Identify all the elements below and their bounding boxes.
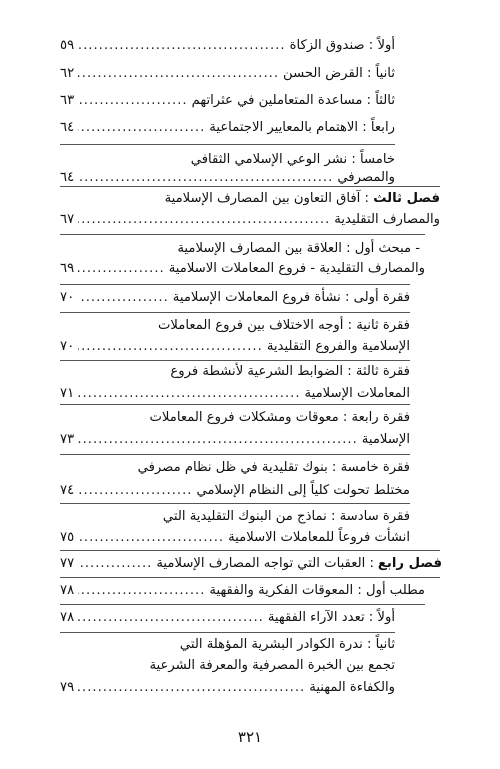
entry-title-line1: فقرة ثانية : أوجه الاختلاف بين فروع المعاملات [157, 318, 410, 333]
dot-leader [78, 38, 285, 53]
entry-title-line1: فقرة رابعة : معوقات ومشكلات فروع المعاملات [149, 410, 410, 425]
divider [60, 312, 410, 313]
dot-leader [78, 610, 264, 625]
entry-title-line2: تجمع بين الخبرة المصرفية والمعرفة الشرعية [149, 658, 395, 673]
divider [60, 550, 440, 551]
dot-leader [78, 680, 305, 695]
entry-title: رابعاً : الاهتمام بالمعايير الاجتماعية [209, 120, 395, 135]
toc-entry [60, 261, 425, 276]
entry-title-line1: فقرة سادسة : نماذج من البنوك التقليدية التي [162, 509, 410, 524]
toc-entry [60, 432, 410, 447]
toc-entry [60, 120, 395, 135]
divider [60, 632, 395, 633]
entry-title-line1: فقرة خامسة : بنوك تقليدية في ظل نظام مصرفي [137, 460, 410, 475]
dot-leader [78, 66, 279, 81]
dot-leader [78, 170, 333, 185]
toc-entry [60, 556, 442, 571]
entry-title: أولاً : صندوق الزكاة [289, 38, 395, 53]
toc-entry [60, 583, 425, 598]
dot-leader [78, 93, 187, 108]
page-ref: ٧٥ [60, 530, 75, 545]
entry-title-line1: فقرة ثالثة : الضوابط الشرعية لأنشطة فروع [170, 364, 410, 379]
entry-title-line3: والكفاءة المهنية [309, 680, 395, 695]
page-number: ٣٢١ [237, 728, 263, 746]
entry-title-line2: والمصرفي [337, 170, 395, 185]
dot-leader [78, 339, 263, 354]
entry-title: ثانياً : القرض الحسن [283, 66, 395, 81]
page-ref: ٧٠ [60, 290, 75, 305]
toc-entry [60, 290, 410, 305]
page-ref: ٧٣ [60, 432, 75, 447]
dot-leader [78, 432, 358, 447]
divider [60, 144, 395, 145]
entry-title-line1: - مبحث أول : العلاقة بين المصارف الإسلامية [177, 241, 420, 256]
divider [60, 503, 410, 504]
dot-leader [78, 583, 205, 598]
page-ref: ٦٣ [60, 93, 75, 108]
toc-entry [60, 680, 395, 695]
page-ref: ٦٩ [60, 261, 75, 276]
entry-title: ثالثاً : مساعدة المتعاملين في عثراتهم [191, 93, 395, 108]
chapter-title: : آفاق التعاون بين المصارف الإسلامية [164, 191, 369, 206]
page-ref: ٦٢ [60, 66, 75, 81]
entry-title-line2: مختلط تحولت كلياً إلى النظام الإسلامي [196, 483, 410, 498]
entry-title-line2: والمصارف التقليدية [334, 212, 440, 227]
page-ref: ٧٠ [60, 339, 75, 354]
dot-leader [78, 290, 169, 305]
toc-entry [60, 38, 395, 53]
divider [60, 186, 440, 187]
dot-leader [78, 530, 224, 545]
divider [60, 404, 410, 405]
divider [60, 604, 425, 605]
entry-title: أولاً : تعدد الآراء الفقهية [267, 610, 395, 625]
chapter-label: فصل ثالث [373, 191, 440, 206]
chapter-title: : العقبات التي تواجه المصارف الإسلامية [156, 556, 374, 571]
dot-leader [78, 556, 152, 571]
toc-entry [60, 386, 410, 401]
divider [60, 454, 410, 455]
toc-entry [60, 483, 410, 498]
entry-title-line2: انشأت فروعاً للمعاملات الاسلامية [228, 530, 410, 545]
divider [60, 284, 410, 285]
entry-title-line2: المعاملات الإسلامية [304, 386, 410, 401]
entry-title-line1: ثانياً : ندرة الكوادر البشرية المؤهلة التي [179, 637, 395, 652]
toc-entry [60, 93, 395, 108]
dot-leader [78, 212, 330, 227]
toc-entry [60, 610, 395, 625]
entry-title-line2: والمصارف التقليدية - فروع المعاملات الاسلامية [168, 261, 425, 276]
page-ref: ٦٤ [60, 120, 75, 135]
page-ref: ٧١ [60, 386, 75, 401]
entry-title-line1: خامساً : نشر الوعي الإسلامي الثقافي [190, 152, 395, 167]
page-ref: ٧٧ [60, 556, 75, 571]
divider [60, 234, 425, 235]
entry-title: مطلب أول : المعوقات الفكرية والفقهية [209, 583, 425, 598]
entry-title: فقرة أولى : نشأة فروع المعاملات الإسلامية [172, 290, 410, 305]
entry-title-line2: الإسلامية [361, 432, 410, 447]
dot-leader [78, 261, 165, 276]
toc-entry [60, 66, 395, 81]
toc-entry [60, 170, 395, 185]
page-ref: ٧٨ [60, 610, 75, 625]
page-ref: ٧٨ [60, 583, 75, 598]
toc-entry [60, 530, 410, 545]
page-ref: ٥٩ [60, 38, 75, 53]
dot-leader [78, 483, 192, 498]
divider [60, 577, 440, 578]
page-ref: ٦٧ [60, 212, 75, 227]
divider [60, 360, 410, 361]
page-ref: ٧٤ [60, 483, 75, 498]
page-ref: ٦٤ [60, 170, 75, 185]
chapter-label: فصل رابع [377, 556, 442, 571]
dot-leader [78, 120, 205, 135]
dot-leader [78, 386, 300, 401]
chapter-heading-line1 [165, 191, 440, 206]
toc-entry [60, 212, 440, 227]
toc-entry [60, 339, 410, 354]
page-ref: ٧٩ [60, 680, 75, 695]
entry-title-line2: الإسلامية والفروع التقليدية [266, 339, 410, 354]
